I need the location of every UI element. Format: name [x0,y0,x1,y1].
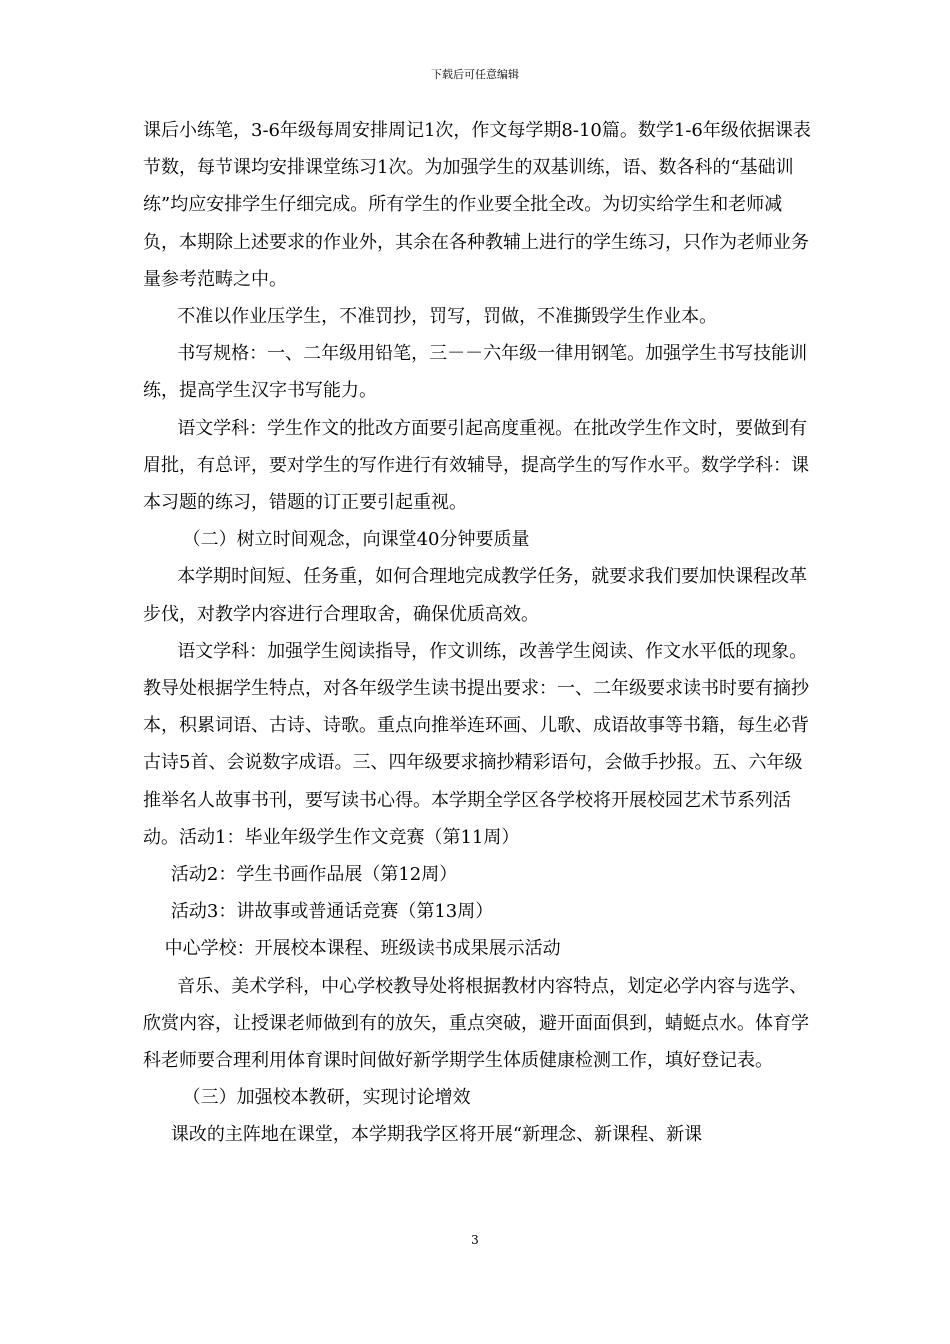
paragraph-writing-standards: 书写规格：一、二年级用铅笔，三－－六年级一律用钢笔。加强学生书写技能训练，提高学生汉字书写能力。 [143,343,808,402]
paragraph-homework-requirements: 课后小练笔，3-6年级每周安排周记1次，作文每学期8-10篇。数学1-6年级依据课表节数，每节课均安排课堂练习1次。为加强学生的双基训练，语、数各科的“基础训练”均应安排学生仔细完成。所有学生的作业要全批全改。为切实给学生和老师减负，本期除上述要求的作业外，其余在各种教辅上进行的学生练习，只作为老师业务量参考范畴之中。 [143,120,811,290]
paragraph-central-school: 中心学校：开展校本课程、班级读书成果展示活动 [164,938,561,960]
paragraph-activity-3: 活动3：讲故事或普通话竞赛（第13周） [170,901,494,923]
document-body [143,112,811,1154]
paragraph-curriculum-reform: 课改的主阵地在课堂，本学期我学区将开展“新理念、新课程、新课 [170,1124,703,1146]
paragraph-composition-grading: 语文学科：学生作文的批改方面要引起高度重视。在批改学生作文时，要做到有眉批，有总评，要对学生的写作进行有效辅导，提高学生的写作水平。数学学科：课本习题的练习，错题的订正要引起重视。 [143,417,809,514]
page-number: 3 [471,1233,479,1247]
section-heading-time-concept: （二）树立时间观念，向课堂40分钟要质量 [182,529,530,551]
paragraph-music-art-pe: 音乐、美术学科，中心学校教导处将根据教材内容特点，划定必学内容与选学、欣赏内容，让授课老师做到有的放矢，重点突破，避开面面俱到，蜻蜓点水。体育学科老师要合理利用体育课时间做好新学期学生体质健康检测工作，填好登记表。 [143,975,809,1072]
paragraph-chinese-reading: 语文学科：加强学生阅读指导，作文训练，改善学生阅读、作文水平低的现象。教导处根据学生特点，对各年级学生读书提出要求：一、二年级要求读书时要有摘抄本，积累词语、古诗、诗歌。重点向推举连环画、儿歌、成语故事等书籍，每生必背古诗5首、会说数字成语。三、四年级要求摘抄精彩语句，会做手抄报。五、六年级推举名人故事书刊，要写读书心得。本学期全学区各学校将开展校园艺术节系列活动。活动1：毕业年级学生作文竞赛（第11周） [143,640,809,848]
paragraph-semester-tasks: 本学期时间短、任务重，如何合理地完成教学任务，就要求我们要加快课程改革步伐，对教学内容进行合理取舍，确保优质高效。 [143,566,808,625]
page-header: 下载后可任意编辑 [431,68,519,81]
section-heading-school-research: （三）加强校本教研，实现讨论增效 [182,1087,471,1109]
paragraph-no-punishment: 不准以作业压学生，不准罚抄，罚写，罚做，不准撕毁学生作业本。 [177,306,718,328]
paragraph-activity-2: 活动2：学生书画作品展（第12周） [170,864,458,886]
